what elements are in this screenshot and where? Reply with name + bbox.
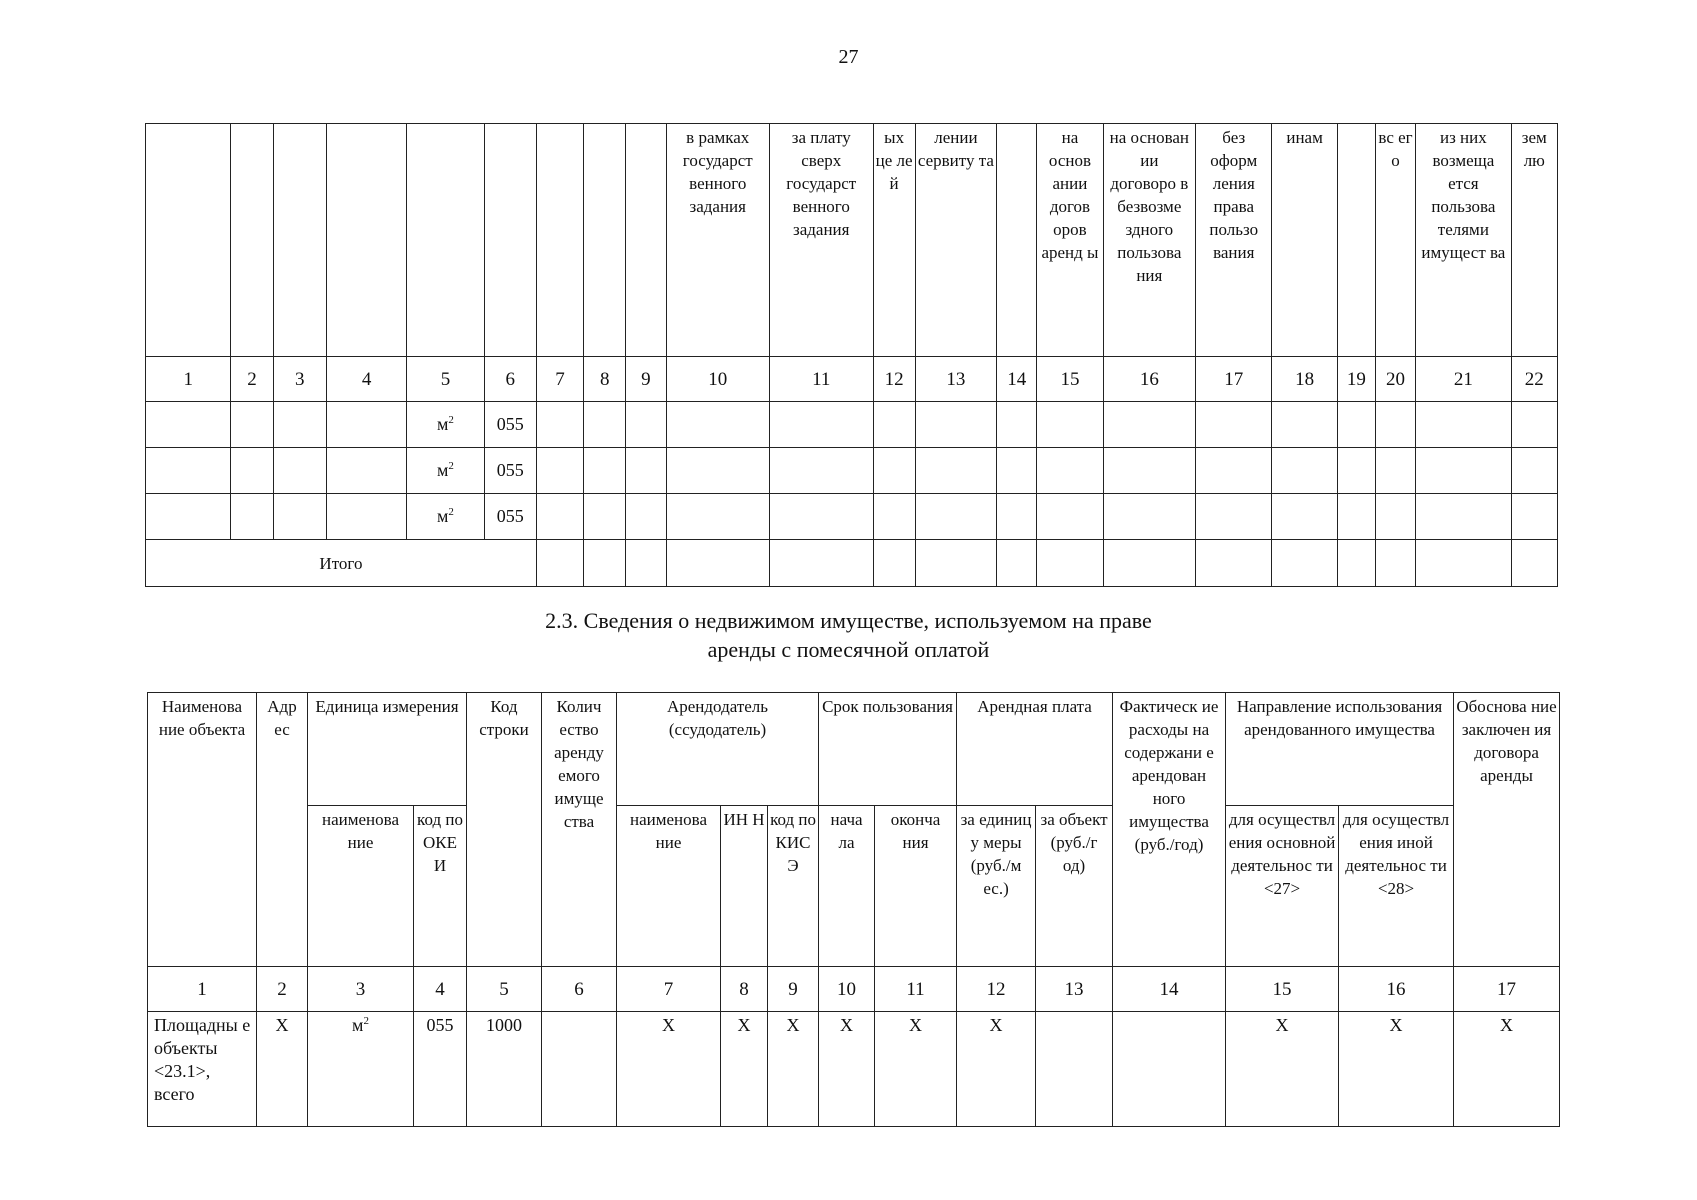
- okei-code-cell: 055: [484, 448, 536, 494]
- column-number-12: 12: [957, 967, 1036, 1012]
- unit-cell: $м^2$: [407, 494, 484, 540]
- row-code-cell: 1000: [467, 1012, 542, 1127]
- column-number-9: 9: [768, 967, 819, 1012]
- column-number-3: 3: [308, 967, 414, 1012]
- header-cell-19: [1337, 124, 1375, 357]
- unit-cell: $м^2$: [407, 448, 484, 494]
- column-number-22: 22: [1511, 357, 1557, 402]
- column-number-13: 13: [915, 357, 996, 402]
- header-cell-12: ых це ле й: [873, 124, 915, 357]
- header-cell-15: на основ ании догов оров аренд ы: [1037, 124, 1103, 357]
- column-number-7: 7: [536, 357, 583, 402]
- inn-cell: X: [721, 1012, 768, 1127]
- col-term-start: нача ла: [819, 806, 875, 967]
- column-number-16: 16: [1339, 967, 1454, 1012]
- continued-header-row: [146, 124, 1558, 357]
- column-number-5: 5: [467, 967, 542, 1012]
- object-name-cell: Площадны е объекты <23.1>, всего: [148, 1012, 257, 1127]
- header-cell-5: [407, 124, 484, 357]
- col-lessor-inn: ИН Н: [721, 806, 768, 967]
- col-unit-group: Единица измерения: [308, 693, 467, 806]
- table-row: [146, 448, 1558, 494]
- column-number-6: 6: [484, 357, 536, 402]
- col-unit-name: наименова ние: [308, 806, 414, 967]
- column-number-2: 2: [257, 967, 308, 1012]
- column-number-4: 4: [326, 357, 406, 402]
- column-number-15: 15: [1226, 967, 1339, 1012]
- unit-cell: $м^2$: [407, 402, 484, 448]
- section-title: 2.3. Сведения о недвижимом имуществе, используемом на праве аренды с помесячной оплатой: [545, 608, 1152, 662]
- column-number-7: 7: [617, 967, 721, 1012]
- column-number-12: 12: [873, 357, 915, 402]
- col-direction-other: для осуществл ения иной деятельнос ти <28>: [1339, 806, 1454, 967]
- column-number-8: 8: [721, 967, 768, 1012]
- header-cell-14: [997, 124, 1037, 357]
- header-cell-11: за плату сверх государст венного задания: [770, 124, 874, 357]
- header-cell-13: лении сервиту та: [915, 124, 996, 357]
- header-cell-16: на основан ии договоро в безвозме здного пользова ния: [1103, 124, 1195, 357]
- header-cell-4: [326, 124, 406, 357]
- col-unit-code: код по ОКЕ И: [414, 806, 467, 967]
- header-cell-6: [484, 124, 536, 357]
- column-number-17: 17: [1196, 357, 1272, 402]
- direction-other-cell: X: [1339, 1012, 1454, 1127]
- column-number-3: 3: [273, 357, 326, 402]
- col-rent-unit: за единиц у меры (руб./м ес.): [957, 806, 1036, 967]
- address-cell: X: [257, 1012, 308, 1127]
- col-rent-group: Арендная плата: [957, 693, 1113, 806]
- lessor-name-cell: X: [617, 1012, 721, 1127]
- column-number-1: 1: [148, 967, 257, 1012]
- okei-cell: 055: [414, 1012, 467, 1127]
- term-end-cell: X: [875, 1012, 957, 1127]
- col-lessor-group: Арендодатель (ссудодатель): [617, 693, 819, 806]
- column-number-13: 13: [1036, 967, 1113, 1012]
- unit-cell: $м^2$: [308, 1012, 414, 1127]
- total-row: [146, 540, 1558, 587]
- column-number-11: 11: [770, 357, 874, 402]
- header-cell-3: [273, 124, 326, 357]
- column-number-6: 6: [542, 967, 617, 1012]
- col-lessor-name: наименова ние: [617, 806, 721, 967]
- col-lessor-kis: код по КИС Э: [768, 806, 819, 967]
- quantity-cell: [542, 1012, 617, 1127]
- column-number-19: 19: [1337, 357, 1375, 402]
- column-number-17: 17: [1454, 967, 1560, 1012]
- column-number-9: 9: [626, 357, 666, 402]
- col-rent-object: за объект (руб./г од): [1036, 806, 1113, 967]
- header-cell-8: [584, 124, 626, 357]
- okei-code-cell: 055: [484, 494, 536, 540]
- col-direction-group: Направление использования арендованного имущества: [1226, 693, 1454, 806]
- okei-code-cell: 055: [484, 402, 536, 448]
- continued-table: [145, 123, 1558, 587]
- column-number-11: 11: [875, 967, 957, 1012]
- col-term-group: Срок пользования: [819, 693, 957, 806]
- column-number-10: 10: [819, 967, 875, 1012]
- total-label: Итого: [146, 540, 537, 587]
- header-cell-1: [146, 124, 231, 357]
- col-quantity: Колич ество аренду емого имуще ства: [542, 693, 617, 967]
- basis-cell: X: [1454, 1012, 1560, 1127]
- column-number-8: 8: [584, 357, 626, 402]
- direction-main-cell: X: [1226, 1012, 1339, 1127]
- column-number-14: 14: [1113, 967, 1226, 1012]
- col-direction-main: для осуществл ения основной деятельнос ти <27>: [1226, 806, 1339, 967]
- column-number-21: 21: [1416, 357, 1511, 402]
- column-number-1: 1: [146, 357, 231, 402]
- header-cell-21: из них возмеща ется пользова телями имущест ва: [1416, 124, 1511, 357]
- col-term-end: оконча ния: [875, 806, 957, 967]
- column-number-14: 14: [997, 357, 1037, 402]
- kis-cell: X: [768, 1012, 819, 1127]
- col-object-name: Наименова ние объекта: [148, 693, 257, 967]
- table-row: [146, 494, 1558, 540]
- header-row-1: [148, 693, 1560, 806]
- column-number-15: 15: [1037, 357, 1103, 402]
- column-number-16: 16: [1103, 357, 1195, 402]
- column-number-10: 10: [666, 357, 770, 402]
- col-address: Адр ес: [257, 693, 308, 967]
- header-cell-9: [626, 124, 666, 357]
- term-start-cell: X: [819, 1012, 875, 1127]
- column-number-row: [148, 967, 1560, 1012]
- column-number-2: 2: [231, 357, 273, 402]
- column-number-4: 4: [414, 967, 467, 1012]
- page-number: 27: [838, 46, 859, 68]
- header-cell-20: вс ег о: [1375, 124, 1415, 357]
- header-cell-10: в рамках государст венного задания: [666, 124, 770, 357]
- header-cell-17: без оформ ления права пользо вания: [1196, 124, 1272, 357]
- actual-expenses-cell: [1113, 1012, 1226, 1127]
- header-row-2: [148, 806, 1560, 967]
- col-actual-expenses: Фактическ ие расходы на содержани е арендован ного имущества (руб./год): [1113, 693, 1226, 967]
- header-cell-18: инам: [1272, 124, 1337, 357]
- table-row: [148, 1012, 1560, 1127]
- column-number-20: 20: [1375, 357, 1415, 402]
- col-basis: Обоснова ние заключен ия договора аренды: [1454, 693, 1560, 967]
- rent-unit-cell: X: [957, 1012, 1036, 1127]
- column-number-18: 18: [1272, 357, 1337, 402]
- column-number-5: 5: [407, 357, 484, 402]
- column-number-row: [146, 357, 1558, 402]
- header-cell-2: [231, 124, 273, 357]
- rent-object-cell: [1036, 1012, 1113, 1127]
- header-cell-22: зем лю: [1511, 124, 1557, 357]
- rent-table: [147, 692, 1560, 1127]
- col-row-code: Код строки: [467, 693, 542, 967]
- table-row: [146, 402, 1558, 448]
- header-cell-7: [536, 124, 583, 357]
